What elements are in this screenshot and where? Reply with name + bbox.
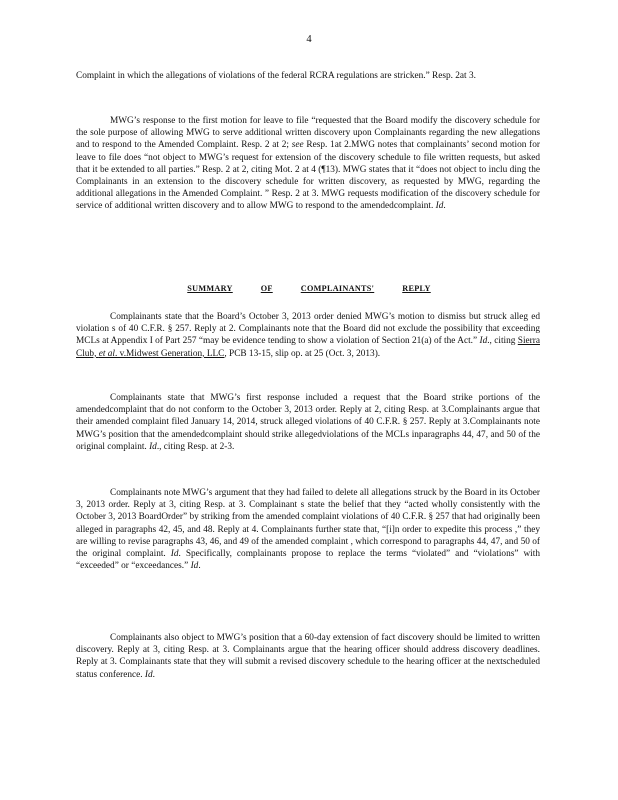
see-signal: see [291, 140, 304, 151]
heading-word: COMPLAINANTS' [300, 284, 375, 293]
paragraph-continuation [76, 70, 540, 82]
id-citation: Id [144, 669, 153, 680]
paragraph-mwg-response [76, 115, 540, 213]
paragraph-discovery-objection [76, 632, 540, 681]
id-citation: Id [435, 201, 444, 212]
text: Resp. 1at 2.MWG notes that complainants’ second motion for leave to file does “not object to MWG’s request for extension of the discovery schedule to file written requests, but asked that it be extended to all parties.” Resp. 2 at 2, citing Mot. 2 at 4 (¶13). MWG states that it “does not object to inclu ding the Complainants in an extension to the discovery schedule for written discovery, as requested by MWG, regarding the additional allegations in the Amended Complaint. ” Resp. 2 at 3. MWG requests modification of the discovery schedule for service of additional written discovery and to allow MWG to respond to the amendedcomplaint. [76, 140, 540, 212]
text: . Specifically, complainants propose to replace the terms “violated” and “violations” with “exceeded” or “exceedances.” [76, 549, 540, 572]
text: Complaint in which the allegations of violations of the federal RCRA regulations are stricken.” Resp. 2at 3. [76, 71, 476, 81]
section-heading [0, 284, 618, 293]
text: ., citing Resp. at 2-3. [156, 441, 235, 452]
text: MWG’s response to the first motion for leave to file “requested that the Board modify the discovery schedule for the sole purpose of allowing MWG to serve additional written discovery upon Complainants regarding the new allegations and to respond to the Amended Complaint. Resp. 2 at 2; [76, 116, 540, 151]
heading-word: SUMMARY [187, 284, 233, 293]
paragraph-board-order [76, 311, 540, 360]
text: , PCB 13-15, slip op. at 25 (Oct. 3, 2013). [224, 348, 381, 359]
text: Complainants also object to MWG’s position that a 60-day extension of fact discovery should be limited to written discovery. Reply at 3, citing Resp. at 3. Complainants argue that the hearing officer should address discovery deadlines. Reply at 3. Complainants state that they will submit a revised discovery schedule to the hearing officer at the nextscheduled status conference. [76, 633, 540, 680]
paragraph-strike-request [76, 392, 540, 453]
text: . [443, 201, 446, 212]
case-name-cont: . v.Midwest Generation, LLC [115, 348, 225, 359]
heading-word: REPLY [402, 284, 431, 293]
id-citation: Id [149, 441, 157, 452]
text: ., citing [487, 336, 518, 347]
page-number: 4 [306, 34, 312, 45]
text: . [152, 669, 155, 680]
text: . [198, 561, 201, 572]
case-name: Sierra Club, [76, 336, 540, 359]
paragraph-mwg-argument [76, 487, 540, 572]
id-citation: Id [170, 549, 179, 560]
text: Complainants state that MWG’s first response included a request that the Board strike portions of the amendedcomplaint that do not conform to the October 3, 2013 order. Reply at 2, citing Resp. at 3.Complainants argue that their amended complaint filed January 14, 2014, struck alleged violations of 40 C.F.R. § 257. Reply at 3.Complainants note MWG’s position that the amendedcomplaint should strike allegedviolations of the MCLs inparagraphs 44, 47, and 50 of the original complaint. [76, 393, 540, 452]
et-al: et al [98, 348, 115, 359]
id-citation: Id [479, 336, 488, 347]
text: Complainants note MWG’s argument that they had failed to delete all allegations struck by the Board in its October 3, 2013 order. Reply at 3, citing Resp. at 3. Complainant s state the belief that they “acted wholly consistently with the October 3, 2013 BoardOrder” by striking from the amended complaint violations of 40 C.F.R. § 257 that had originally been alleged in paragraphs 42, 45, and 48. Reply at 4. Complainants further state that, “[i]n order to expedite this process ,” they are willing to revise paragraphs 43, 46, and 49 of the amended complaint , which correspond to paragraphs 44, 47, and 50 of the original complaint. [76, 488, 540, 560]
heading-word: OF [260, 284, 273, 293]
text: Complainants state that the Board’s October 3, 2013 order denied MWG’s motion to dismiss but struck alleg ed violation s of 40 C.F.R. § 257. Reply at 2. Complainants note that the Board did not exclude the possibility that exceeding MCLs at Appendix I of Part 257 “may be evidence tending to show a violation of Section 21(a) of the Act.” [76, 312, 540, 347]
id-citation: Id [190, 561, 199, 572]
